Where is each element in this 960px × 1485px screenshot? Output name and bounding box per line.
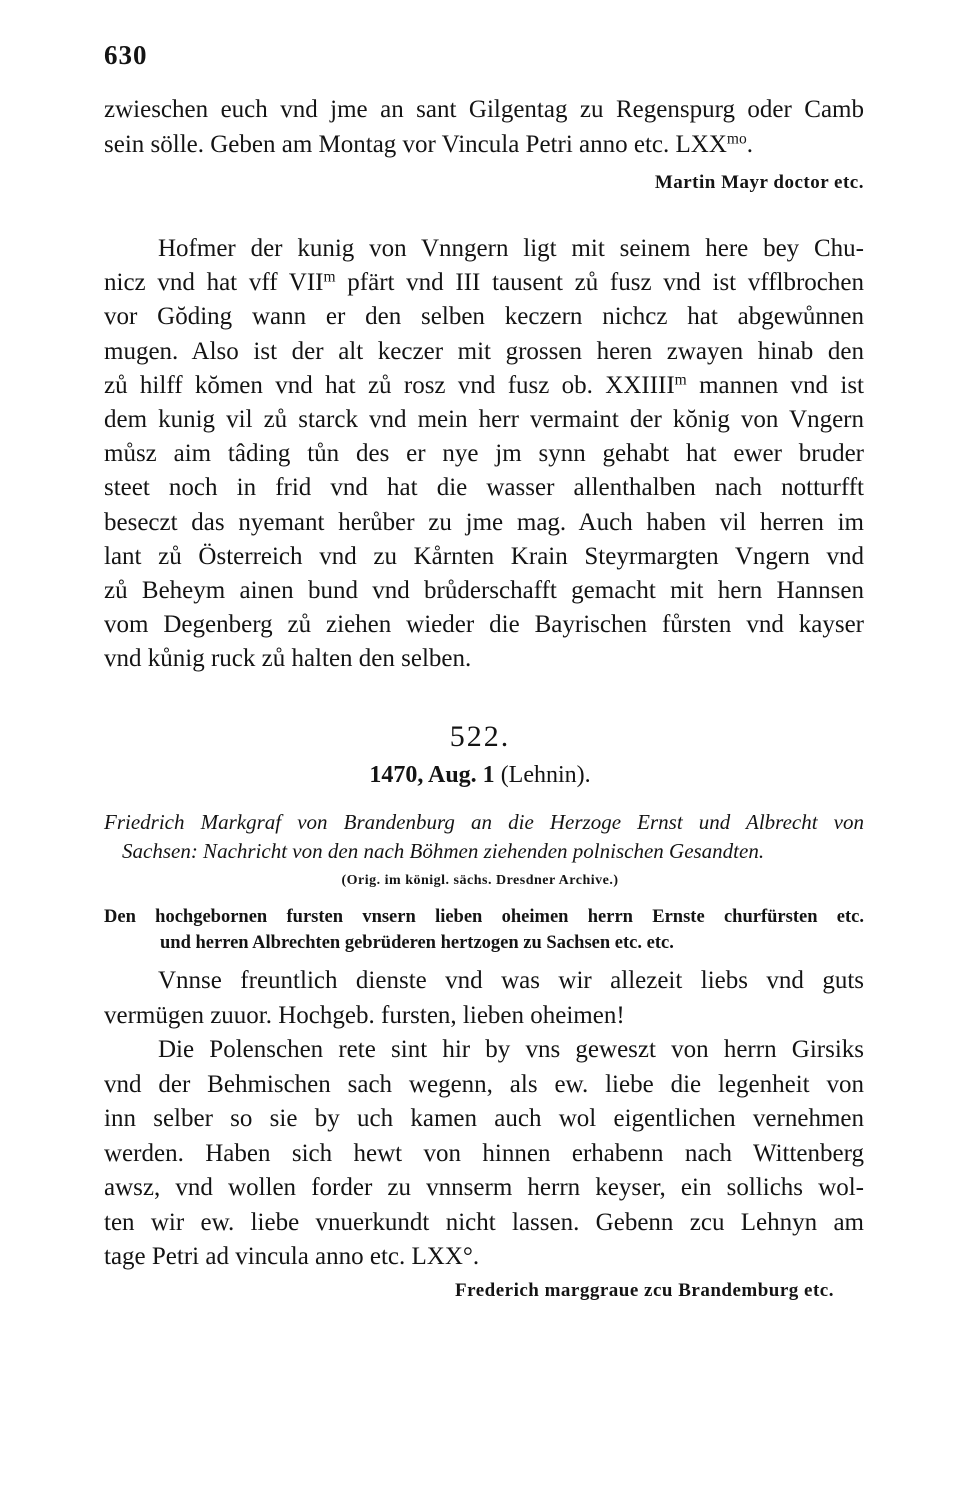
text-line: vermügen zuuor. Hochgeb. fursten, lieben oheimen! (104, 1001, 625, 1029)
text-span: zů hilff kŏmen vnd hat zů rosz vnd fusz ob. XXIIII (104, 371, 675, 399)
source-note: (Orig. im königl. sächs. Dresdner Archive.) (341, 873, 619, 888)
text-span: mannen vnd ist (686, 371, 864, 399)
regest-line: Friedrich Markgraf von Brandenburg an die Herzoge Ernst und Albrecht von (104, 810, 864, 834)
document-date: 1470, Aug. 1 (369, 762, 495, 788)
text-line: vnd kůnig ruck zů halten den selben. (104, 645, 472, 673)
text-line (104, 127, 864, 162)
text-line: ten wir ew. liebe vnuerkundt nicht lassen. Gebenn zcu Lehnyn am (104, 1208, 864, 1236)
document-number: 522. (449, 720, 511, 753)
text-span: . (746, 131, 753, 158)
text-line: dem kunig vil zů starck vnd mein herr vermaint der kŏnig von Vngern (104, 406, 864, 434)
text-line: Hofmer der kunig von Vnngern ligt mit seinem here bey Chu- (158, 235, 864, 262)
signature-martin-mayr: Martin Mayr doctor etc. (654, 172, 864, 193)
text-line: beseczt das nyemant herůber zu jme mag. Auch haben vil herren im (104, 508, 864, 536)
text-line: awsz, vnd wollen forder zu vnnserm herrn keyser, ein sollichs wol- (104, 1174, 864, 1201)
text-line: zwieschen euch vnd jme an sant Gilgentag zu Regenspurg oder Camb (104, 96, 864, 123)
page-number: 630 (104, 40, 148, 70)
signature-frederich: Frederich marggraue zcu Brandemburg etc. (455, 1280, 834, 1301)
text-line: vom Degenberg zů ziehen wieder die Bayrischen fůrsten vnd kayser (104, 611, 864, 639)
letter-address (104, 904, 864, 956)
previous-letter-ending (104, 92, 864, 162)
address-line: und herren Albrechten gebrüderen hertzogen zu Sachsen etc. etc. (160, 933, 674, 953)
regest-line: Sachsen: Nachricht von den nach Böhmen ziehenden polnischen Gesandten. (122, 839, 765, 863)
text-line: Die Polenschen rete sint hir by vns geweszt von herrn Girsiks (158, 1036, 864, 1063)
superscript: m (323, 268, 336, 286)
text-line: vor Gŏding wann er den selben keczern nichcz hat abgewůnnen (104, 303, 864, 331)
text-line: steet noch in frid vnd hat die wasser allenthalben nach notturfft (104, 474, 864, 502)
text-line: mugen. Also ist der alt keczer mit grossen heren zwayen hinab den (104, 337, 864, 365)
superscript: mo (726, 130, 747, 148)
address-line: Den hochgebornen fursten vnsern lieben oheimen herrn Ernste churfürsten etc. (104, 907, 864, 927)
text-line: lant zů Österreich vnd zu Kårnten Krain Steyrmargten Vngern vnd (104, 542, 864, 570)
text-span: sein sölle. Geben am Montag vor Vincula Petri anno etc. LXX (104, 131, 727, 158)
text-line: Vnnse freuntlich dienste vnd was wir allezeit liebs vnd guts (158, 967, 864, 994)
text-line: vnd der Behmischen sach wegenn, als ew. liebe die legenheit von (104, 1070, 864, 1098)
text-line: werden. Haben sich hewt von hinnen erhabenn nach Wittenberg (104, 1139, 864, 1167)
text-line (104, 369, 864, 403)
text-span: nicz vnd hat vff VII (104, 269, 324, 297)
text-line: můsz aim tâding tůn des er nye jm synn gehabt hat ewer bruder (104, 440, 864, 468)
regest-summary (104, 808, 864, 866)
text-line: zů Beheym ainen bund vnd brůderschafft gemacht mit hern Hannsen (104, 577, 864, 605)
text-line (104, 266, 864, 300)
letter-body (104, 964, 864, 1275)
text-span: pfärt vnd III tausent zů fusz vnd ist vfflbrochen (335, 269, 864, 297)
superscript: m (674, 371, 687, 389)
document-dateline (0, 762, 960, 789)
text-line: inn selber so sie by uch kamen auch wol eigentlichen vernehmen (104, 1105, 864, 1132)
text-line: tage Petri ad vincula anno etc. LXX°. (104, 1243, 480, 1270)
report-paragraph (104, 232, 864, 677)
document-place: (Lehnin). (494, 762, 591, 788)
